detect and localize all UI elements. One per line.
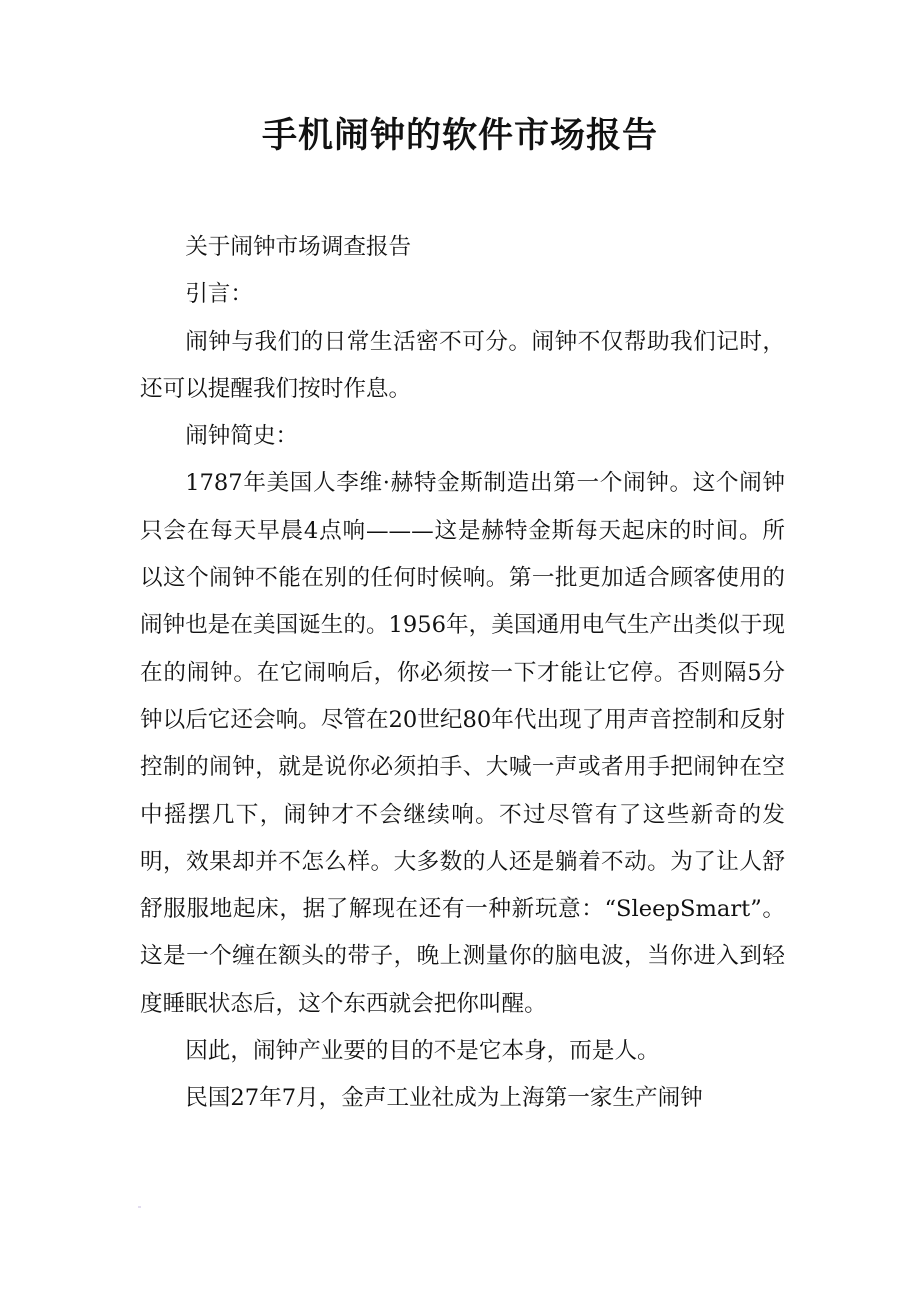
document-body xyxy=(140,224,785,1123)
paragraph-history-heading: 闹钟简史： xyxy=(185,423,299,450)
scan-artifact xyxy=(138,1206,141,1208)
document-title: 手机闹钟的软件市场报告 xyxy=(261,116,658,156)
paragraph-subtitle: 关于闹钟市场调查报告 xyxy=(185,234,412,260)
paragraph-intro-heading: 引言： xyxy=(185,281,253,308)
paragraph-minguo: 民国27年7月，金声工业社成为上海第一家生产闹钟 xyxy=(185,1085,703,1112)
paragraph-history: 1787年美国人李维·赫特金斯制造出第一个闹钟。这个闹钟只会在每天早晨4点响———这是赫特金斯每天起床的时间。所以这个闹钟不能在别的任何时候响。第一批更加适合顾客使用的闹钟也是在美国诞生的。1956年，美国通用电气生产出类似于现在的闹钟。在它闹响后，你必须按一下才能让它停。否则隔5分钟以后它还会响。尽管在20世纪80年代出现了用声音控制和反射控制的闹钟，就是说你必须拍手、大喊一声或者用手把闹钟在空中摇摆几下，闹钟才不会继续响。不过尽管有了这些新奇的发明，效果却并不怎么样。大多数的人还是躺着不动。为了让人舒舒服服地起床，据了解现在还有一种新玩意：“SleepSmart”。这是一个缠在额头的带子，晚上测量你的脑电波，当你进入到轻度睡眠状态后，这个东西就会把你叫醒。 xyxy=(140,470,785,1017)
paragraph-intro: 闹钟与我们的日常生活密不可分。闹钟不仅帮助我们记时，还可以提醒我们按时作息。 xyxy=(140,328,785,402)
paragraph-conclusion: 因此，闹钟产业要的目的不是它本身，而是人。 xyxy=(185,1038,660,1065)
